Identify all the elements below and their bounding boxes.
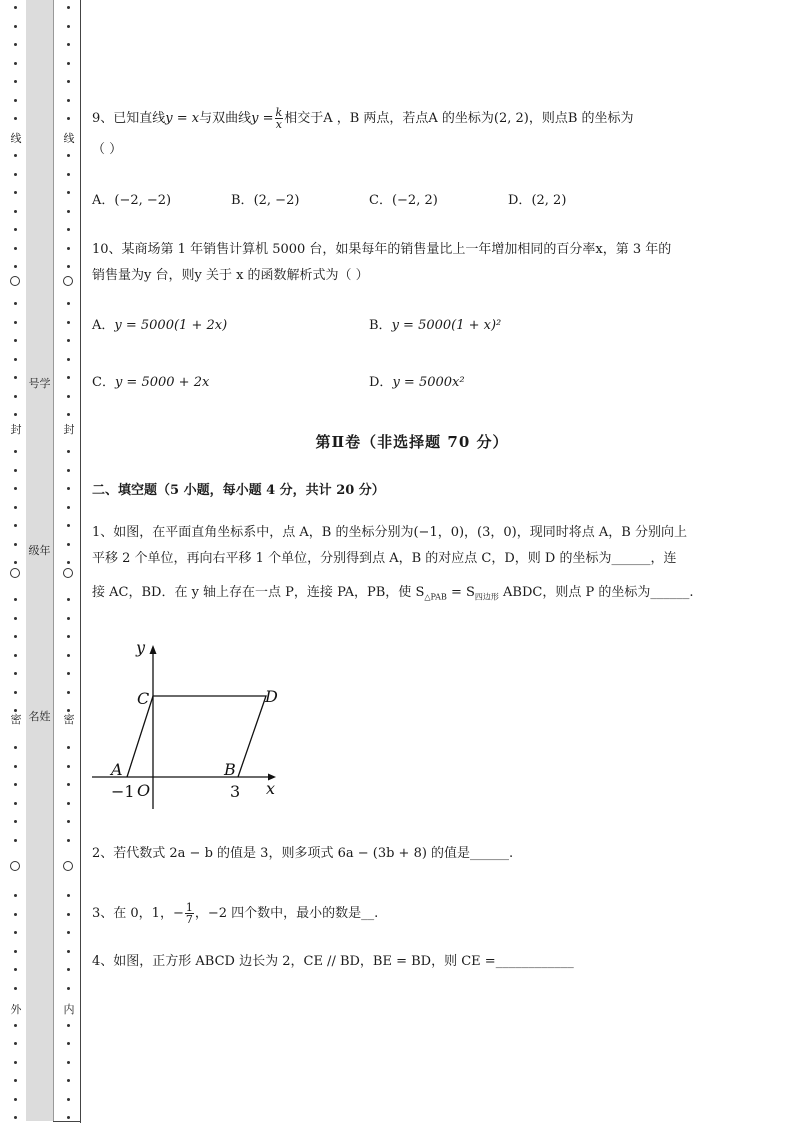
parallelogram-diagram: [92, 636, 292, 812]
margin-dot: [14, 839, 17, 842]
margin-dot: [67, 450, 70, 453]
margin-dot: [14, 987, 17, 990]
label-c: C: [137, 689, 150, 708]
inner-mark: 密: [63, 713, 75, 726]
q9-text-b: 与双曲线: [199, 111, 252, 126]
margin-dot: [67, 820, 70, 823]
q10-option-a[interactable]: [92, 317, 227, 335]
margin-dot: [67, 265, 70, 268]
margin-dot: [14, 598, 17, 601]
q9-frac-denominator: x: [275, 118, 282, 131]
margin-dot: [14, 894, 17, 897]
margin-dot: [14, 247, 17, 250]
question-10-stem-line2: 销售量为y 台，则y 关于 x 的函数解析式为（ ）: [92, 268, 369, 283]
margin-dot: [67, 654, 70, 657]
margin-dot: [67, 1098, 70, 1101]
label-origin: O: [137, 781, 151, 800]
fill-q1-text-b: = S: [446, 585, 475, 600]
margin-dot: [67, 543, 70, 546]
label-d: D: [265, 687, 278, 706]
margin-dot: [67, 413, 70, 416]
margin-ring-icon: [63, 568, 73, 578]
margin-dot: [14, 1098, 17, 1101]
margin-dot: [14, 25, 17, 28]
margin-dot: [14, 469, 17, 472]
margin-dot: [14, 820, 17, 823]
margin-dot: [67, 339, 70, 342]
margin-dot: [14, 968, 17, 971]
margin-dot: [14, 1079, 17, 1082]
margin-dot: [14, 617, 17, 620]
option-value: (2, 2): [531, 193, 567, 208]
fill-q3-frac-denominator: 7: [185, 913, 193, 926]
margin-dot: [14, 543, 17, 546]
q10-option-c[interactable]: [92, 374, 209, 392]
margin-dot: [67, 709, 70, 712]
margin-dot: [14, 1042, 17, 1045]
q9-text-a: 9、已知直线: [92, 111, 166, 126]
margin-dot: [67, 6, 70, 9]
margin-dot: [14, 1116, 17, 1119]
y-axis-arrow-icon: [150, 645, 157, 654]
section-2-title: 第Ⅱ卷（非选择题 70 分）: [315, 433, 509, 451]
student-info-strip: [26, 0, 54, 1121]
inner-mark: 内: [63, 1003, 75, 1016]
inner-mark: 线: [63, 132, 75, 145]
fill-q2: 2、若代数式 2a − b 的值是 3，则多项式 6a − (3b + 8) 的值是______.: [92, 846, 514, 861]
fill-blank-heading: 二、填空题（5 小题，每小题 4 分，共计 20 分）: [92, 483, 385, 498]
margin-dot: [67, 1079, 70, 1082]
margin-dot: [67, 987, 70, 990]
fill-q1-line3: [92, 584, 694, 607]
label-minus-one: −1: [111, 782, 135, 801]
margin-dot: [14, 506, 17, 509]
margin-dot: [67, 913, 70, 916]
margin-dot: [67, 25, 70, 28]
margin-dot: [67, 635, 70, 638]
label-b: B: [224, 760, 236, 779]
margin-dot: [67, 358, 70, 361]
fill-q3-fraction: [185, 902, 194, 925]
q9-option-a[interactable]: [92, 192, 171, 210]
option-label: D．: [369, 375, 393, 390]
q9-option-d[interactable]: [508, 192, 566, 210]
margin-dot: [14, 524, 17, 527]
margin-dot: [14, 1061, 17, 1064]
margin-dot: [67, 765, 70, 768]
margin-dot: [14, 173, 17, 176]
margin-dot: [14, 913, 17, 916]
margin-dot: [67, 746, 70, 749]
margin-dot: [67, 99, 70, 102]
margin-dot: [67, 672, 70, 675]
outer-mark: 封: [10, 423, 22, 436]
option-value: (2, −2): [253, 193, 300, 208]
margin-dot: [14, 154, 17, 157]
margin-dot: [14, 746, 17, 749]
option-label: C．: [369, 193, 392, 208]
margin-dot: [14, 654, 17, 657]
margin-ring-icon: [10, 276, 20, 286]
margin-dot: [14, 765, 17, 768]
outer-dot-line: [9, 0, 23, 1123]
margin-dot: [14, 265, 17, 268]
margin-ring-icon: [63, 861, 73, 871]
margin-dot: [14, 802, 17, 805]
option-label: B．: [369, 318, 392, 333]
margin-dot: [14, 321, 17, 324]
margin-dot: [67, 228, 70, 231]
margin-bottom-line: [53, 1121, 81, 1122]
margin-dot: [67, 321, 70, 324]
fill-q3-text-a: 3、在 0，1，−: [92, 906, 184, 921]
margin-dot: [14, 376, 17, 379]
option-value: (−2, −2): [114, 193, 172, 208]
margin-dot: [14, 783, 17, 786]
margin-dot: [67, 691, 70, 694]
margin-dot: [14, 339, 17, 342]
q9-option-b[interactable]: [231, 192, 299, 210]
option-label: A．: [92, 318, 115, 333]
q9-frac-numerator: k: [275, 106, 283, 119]
margin-dot: [14, 709, 17, 712]
margin-dot: [67, 968, 70, 971]
triangle-subscript: △PAB: [424, 592, 447, 602]
q9-option-c[interactable]: [369, 192, 438, 210]
q9-curve-lhs: y =: [251, 111, 274, 126]
quadrilateral-subscript: 四边形: [474, 592, 499, 602]
margin-dot: [14, 6, 17, 9]
fill-q4: 4、如图，正方形 ABCD 边长为 2，CE // BD，BE = BD，则 CE =____________: [92, 954, 574, 969]
option-label: A．: [92, 193, 115, 208]
fill-q1-line1: 1、如图，在平面直角坐标系中，点 A，B 的坐标分别为(−1，0)，(3，0)，现同时将点 A，B 分别向上: [92, 525, 687, 540]
q9-fraction: [275, 107, 284, 130]
parallelogram-acdb: [127, 696, 266, 777]
margin-dot: [67, 1042, 70, 1045]
label-a: A: [111, 760, 123, 779]
option-value: y = 5000x²: [392, 375, 465, 390]
margin-border-line: [80, 0, 81, 1123]
margin-dot: [67, 469, 70, 472]
margin-dot: [67, 931, 70, 934]
margin-dot: [67, 62, 70, 65]
question-9-stem: [92, 107, 634, 130]
margin-dot: [14, 450, 17, 453]
label-y: y: [136, 638, 146, 657]
fill-q1-text-c: ABDC，则点 P 的坐标为______.: [498, 585, 694, 600]
margin-dot: [67, 376, 70, 379]
label-x: x: [266, 779, 276, 798]
option-value: (−2, 2): [391, 193, 438, 208]
margin-dot: [67, 598, 70, 601]
margin-dot: [67, 524, 70, 527]
margin-dot: [67, 617, 70, 620]
option-label: B．: [231, 193, 254, 208]
option-label: D．: [508, 193, 532, 208]
question-10-stem-line1: 10、某商场第 1 年销售计算机 5000 台，如果每年的销售量比上一年增加相同的百分率x，第 3 年的: [92, 242, 672, 257]
inner-mark: 封: [63, 423, 75, 436]
margin-dot: [67, 173, 70, 176]
fill-q3-text-b: ，−2 四个数中，最小的数是__.: [194, 906, 379, 921]
q10-option-b[interactable]: [369, 317, 501, 335]
margin-dot: [14, 117, 17, 120]
margin-ring-icon: [10, 861, 20, 871]
margin-dot: [67, 487, 70, 490]
margin-dot: [14, 80, 17, 83]
margin-dot: [14, 487, 17, 490]
margin-dot: [14, 672, 17, 675]
option-value: y = 5000(1 + x)²: [391, 318, 502, 333]
margin-dot: [67, 950, 70, 953]
inner-dot-line: [62, 0, 76, 1123]
margin-dot: [67, 1024, 70, 1027]
margin-dot: [67, 154, 70, 157]
margin-dot: [14, 1024, 17, 1027]
margin-dot: [67, 191, 70, 194]
binding-margin: [0, 0, 82, 1123]
margin-dot: [14, 191, 17, 194]
margin-dot: [14, 358, 17, 361]
margin-dot: [67, 894, 70, 897]
margin-dot: [67, 1116, 70, 1119]
option-label: C．: [92, 375, 115, 390]
coordinate-figure: [92, 636, 292, 812]
margin-dot: [67, 783, 70, 786]
label-three: 3: [230, 782, 241, 801]
name-label: 名姓: [28, 710, 51, 723]
q10-option-d[interactable]: [369, 374, 465, 392]
outer-mark: 密: [10, 713, 22, 726]
option-value: y = 5000 + 2x: [114, 375, 210, 390]
margin-dot: [14, 43, 17, 46]
margin-dot: [67, 117, 70, 120]
margin-dot: [67, 43, 70, 46]
fill-q3-frac-numerator: 1: [185, 901, 193, 914]
margin-dot: [14, 228, 17, 231]
grade-label: 级年: [28, 544, 51, 557]
margin-dot: [67, 80, 70, 83]
margin-dot: [14, 635, 17, 638]
margin-dot: [14, 99, 17, 102]
margin-dot: [14, 561, 17, 564]
margin-dot: [14, 395, 17, 398]
q9-line-equation: y = x: [165, 111, 200, 126]
margin-dot: [67, 506, 70, 509]
margin-dot: [67, 802, 70, 805]
margin-ring-icon: [10, 568, 20, 578]
margin-dot: [67, 839, 70, 842]
q9-answer-paren: （ ）: [92, 142, 123, 157]
margin-dot: [67, 1061, 70, 1064]
fill-q1-text-a: 接 AC，BD．在 y 轴上存在一点 P，连接 PA，PB，使 S: [92, 585, 425, 600]
margin-dot: [67, 210, 70, 213]
margin-dot: [67, 395, 70, 398]
margin-dot: [14, 950, 17, 953]
margin-dot: [14, 413, 17, 416]
outer-mark: 外: [10, 1003, 22, 1016]
q9-text-c: 相交于A ，B 两点，若点A 的坐标为(2, 2)，则点B 的坐标为: [284, 111, 634, 126]
outer-mark: 线: [10, 132, 22, 145]
margin-dot: [14, 62, 17, 65]
fill-q3: [92, 902, 378, 925]
margin-dot: [67, 561, 70, 564]
margin-dot: [14, 210, 17, 213]
margin-dot: [14, 931, 17, 934]
student-number-label: 号学: [28, 377, 51, 390]
margin-ring-icon: [63, 276, 73, 286]
margin-dot: [67, 247, 70, 250]
option-value: y = 5000(1 + 2x): [114, 318, 228, 333]
margin-dot: [14, 302, 17, 305]
margin-dot: [67, 302, 70, 305]
fill-q1-line2: 平移 2 个单位，再向右平移 1 个单位，分别得到点 A，B 的对应点 C，D，则 D 的坐标为______，连: [92, 551, 677, 566]
margin-dot: [14, 691, 17, 694]
